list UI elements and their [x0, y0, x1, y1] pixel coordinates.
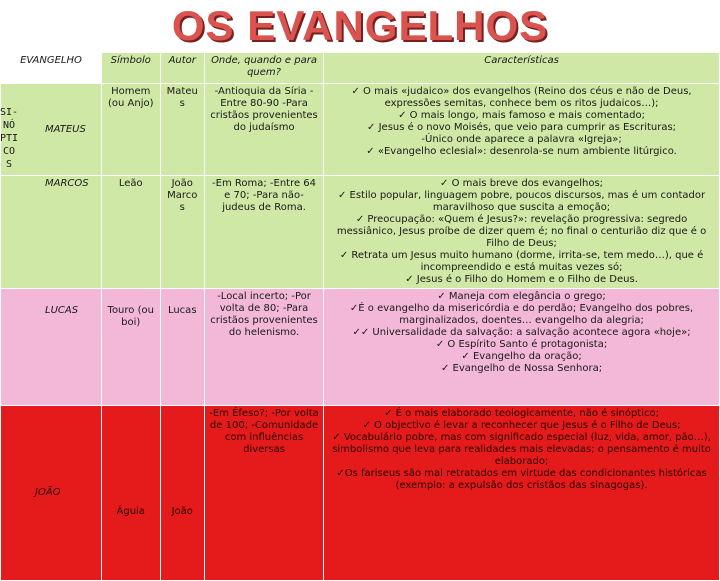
header-onde: Onde, quando e para quem?: [204, 53, 323, 84]
caracteristica-item: ✓ O Espírito Santo é protagonista;: [435, 339, 608, 350]
caracteristica-item: -Único onde aparece a palavra «Igreja»;: [421, 134, 622, 145]
header-simbolo: Símbolo: [101, 53, 160, 84]
evangelho-cell: [1, 406, 102, 581]
evangelho-name: JOÃO: [35, 487, 61, 498]
caracteristica-item: ✓ Maneja com elegância o grego;: [437, 291, 606, 302]
caracteristica-item: ✓ O objectivo é levar a reconhecer que Jesus é o Filho de Deus;: [362, 420, 681, 431]
caracteristica-item: ✓ O mais breve dos evangelhos;: [440, 178, 604, 189]
caracteristica-item: ✓É o evangelho da misericórdia e do perdão; Evangelho dos pobres, marginalizados, doentes… evangelho da alegria;: [349, 303, 694, 326]
onde-cell: -Em Roma; -Entre 64 e 70; -Para não-judeus de Roma.: [204, 176, 323, 289]
evangelho-name: LUCAS: [45, 305, 79, 316]
caracteristica-item: ✓Os fariseus são mal retratados em virtude das condicionantes históricas (exemplo: a expulsão dos cristãos das sinagogas).: [336, 468, 707, 491]
caracteristica-item: ✓ O mais longo, mais famoso e mais comentado;: [398, 110, 645, 121]
table-row: [1, 176, 720, 289]
evangelho-name: MARCOS: [45, 178, 89, 189]
caracteristica-item: ✓ Retrata um Jesus muito humano (dorme, irrita-se, tem medo…), que é incompreendido e está muitas vezes só;: [339, 250, 704, 273]
header-evangelho: EVANGELHO: [1, 53, 102, 84]
caracteristicas-cell: [324, 289, 720, 406]
table-row: [1, 406, 720, 581]
caracteristica-item: ✓ «Evangelho eclesial»: desenrola-se num ambiente litúrgico.: [366, 146, 677, 157]
evangelho-name: MATEUS: [45, 123, 86, 135]
simbolo-cell: Águia: [101, 406, 160, 581]
caracteristica-item: ✓ É o mais elaborado teologicamente, não é sinóptico;: [384, 408, 659, 419]
autor-cell: João: [160, 406, 204, 581]
caracteristica-item: ✓ Vocabulário pobre, mas com significado especial (luz, vida, amor, pão…), simbolismo que leva para realidades mais elevadas; o pensamento é muito elaborado;: [332, 432, 711, 467]
caracteristica-item: ✓✓ Universalidade da salvação: a salvação acontece agora «hoje»;: [352, 327, 691, 338]
caracteristicas-cell: [324, 406, 720, 581]
onde-cell: -Antioquia da Síria -Entre 80-90 -Para cristãos provenientes do judaísmo: [204, 84, 323, 176]
header-caracteristicas: Características: [324, 53, 720, 84]
simbolo-cell: Leão: [101, 176, 160, 289]
caracteristica-item: ✓ Jesus é o Filho do Homem e o Filho de Deus.: [405, 274, 638, 285]
page-title: OS EVANGELHOS: [171, 2, 549, 49]
table-row: [1, 84, 720, 176]
onde-cell: -Em Éfeso?; -Por volta de 100; -Comunidade com influências diversas: [204, 406, 323, 581]
autor-cell: Mateu s: [160, 84, 204, 176]
caracteristica-item: ✓ Preocupação: «Quem é Jesus?»: revelação progressiva: segredo messiânico, Jesus proíbe de dizer quem é; no final o centurião diz que é o Filho de Deus;: [336, 214, 707, 249]
caracteristica-item: ✓ Evangelho de Nossa Senhora;: [441, 363, 603, 374]
table-header-row: [1, 53, 720, 84]
caracteristica-item: ✓ Jesus é o novo Moisés, que veio para cumprir as Escrituras;: [367, 122, 677, 133]
autor-cell: Lucas: [160, 289, 204, 406]
evangelho-cell: [1, 289, 102, 406]
evangelho-cell: [1, 176, 102, 289]
caracteristica-item: ✓ Estilo popular, linguagem pobre, poucos discursos, mas é um contador maravilhoso que suscita a emoção;: [337, 190, 706, 213]
caracteristica-item: ✓ O mais «judaico» dos evangelhos (Reino dos céus e não de Deus, expressões semitas, conhece bem os ritos judaicos…);: [351, 86, 692, 109]
caracteristicas-cell: [324, 84, 720, 176]
header-autor: Autor: [160, 53, 204, 84]
table-row: [1, 289, 720, 406]
caracteristicas-cell: [324, 176, 720, 289]
autor-cell: João Marco s: [160, 176, 204, 289]
gospels-table: [0, 52, 720, 581]
caracteristica-item: ✓ Evangelho da oração;: [461, 351, 582, 362]
onde-cell: -Local incerto; -Por volta de 80; -Para cristãos provenientes do helenismo.: [204, 289, 323, 406]
simbolo-cell: Homem (ou Anjo): [101, 84, 160, 176]
sinopticos-label: SI-NÓ PTI CO S: [0, 107, 19, 170]
simbolo-cell: Touro (ou boi): [101, 289, 160, 406]
